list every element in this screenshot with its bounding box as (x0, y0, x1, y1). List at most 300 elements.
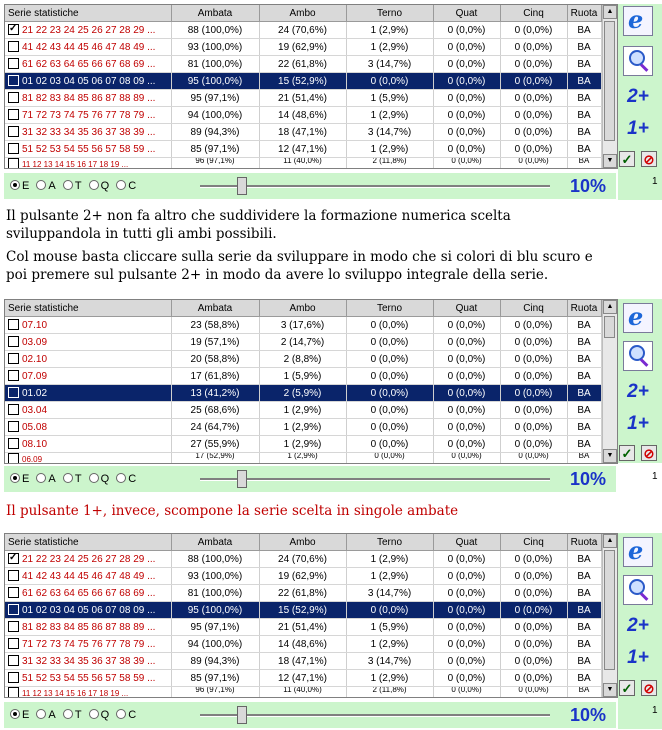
col-ruota[interactable]: Ruota (567, 5, 601, 22)
quat-cell: 0 (0,0%) (433, 619, 500, 636)
quat-cell: 0 (0,0%) (433, 56, 500, 73)
table-row[interactable] (5, 619, 601, 636)
col-cinq[interactable]: Cinq (500, 5, 567, 22)
count-label: 1 (652, 471, 658, 482)
row-checkbox[interactable] (8, 570, 19, 581)
row-checkbox[interactable] (8, 336, 19, 347)
row-checkbox[interactable] (8, 41, 19, 52)
radio-t[interactable]: T (63, 473, 82, 485)
browser-button[interactable] (618, 303, 658, 338)
radio-group (10, 473, 140, 485)
table-row[interactable] (5, 141, 601, 158)
cinq-cell: 0 (0,0%) (500, 419, 567, 436)
cinq-cell: 0 (0,0%) (500, 22, 567, 39)
col-ambo[interactable]: Ambo (259, 534, 346, 551)
ambo-cell: 15 (52,9%) (259, 602, 346, 619)
ambo-cell: 18 (47,1%) (259, 124, 346, 141)
stats-grid-1 (4, 4, 618, 169)
row-checkbox[interactable] (8, 92, 19, 103)
ambo-cell: 22 (61,8%) (259, 56, 346, 73)
cinq-cell: 0 (0,0%) (500, 73, 567, 90)
terno-cell: 1 (5,9%) (346, 90, 433, 107)
count-label: 1 (652, 176, 658, 187)
check-icon[interactable]: ✓ (619, 680, 635, 696)
serie-cell[interactable] (5, 670, 171, 687)
stats-grid-2 (4, 299, 618, 464)
ambata-cell: 81 (100,0%) (171, 585, 259, 602)
row-checkbox[interactable] (8, 24, 19, 35)
radio-c[interactable]: C (116, 473, 136, 485)
radio-q[interactable]: Q (89, 473, 110, 485)
ruota-cell: BA (567, 39, 601, 56)
ruota-cell: BA (567, 334, 601, 351)
internet-explorer-icon: e (623, 537, 653, 567)
terno-cell: 1 (2,9%) (346, 141, 433, 158)
header-row (5, 5, 601, 22)
vertical-scrollbar[interactable] (602, 5, 617, 168)
scroll-down-icon[interactable]: ▼ (603, 449, 617, 463)
quat-cell: 0 (0,0%) (433, 653, 500, 670)
terno-cell: 0 (0,0%) (346, 73, 433, 90)
quat-cell: 0 (0,0%) (433, 551, 500, 568)
count-label: 1 (652, 705, 658, 716)
terno-cell: 0 (0,0%) (346, 453, 433, 465)
percent-label: 10% (570, 176, 607, 196)
terno-cell: 2 (11,8%) (346, 687, 433, 699)
ambata-cell: 25 (68,6%) (171, 402, 259, 419)
serie-text: 01 02 03 04 05 06 07 08 09 ... (22, 76, 156, 87)
ambata-cell: 19 (57,1%) (171, 334, 259, 351)
cinq-cell: 0 (0,0%) (500, 402, 567, 419)
table-row[interactable] (5, 90, 601, 107)
col-quat[interactable]: Quat (433, 300, 500, 317)
serie-text: 07.10 (22, 320, 48, 331)
table-row[interactable] (5, 22, 601, 39)
ambata-cell: 95 (97,1%) (171, 90, 259, 107)
cancel-icon[interactable]: ⊘ (641, 445, 657, 461)
panel-3 (0, 533, 662, 729)
table-row[interactable] (5, 317, 601, 334)
terno-cell: 0 (0,0%) (346, 402, 433, 419)
serie-text: 03.04 (22, 405, 48, 416)
terno-cell: 1 (2,9%) (346, 107, 433, 124)
serie-text: 61 62 63 64 65 66 67 68 69 ... (22, 59, 156, 70)
terno-cell: 0 (0,0%) (346, 368, 433, 385)
row-checkbox[interactable] (8, 353, 19, 364)
serie-cell[interactable] (5, 419, 171, 436)
ambo-cell: 11 (40,0%) (259, 687, 346, 699)
serie-cell[interactable] (5, 385, 171, 402)
header-row (5, 300, 601, 317)
slider-track[interactable] (200, 478, 550, 481)
table-row[interactable] (5, 402, 601, 419)
row-checkbox[interactable] (8, 158, 19, 169)
table-row[interactable] (5, 39, 601, 56)
slider-track[interactable] (200, 185, 550, 188)
ambata-cell: 17 (52,9%) (171, 453, 259, 465)
options-bar-1 (4, 173, 616, 199)
scroll-down-icon[interactable]: ▼ (603, 154, 617, 168)
serie-cell[interactable] (5, 158, 171, 170)
radio-a[interactable]: A (36, 473, 55, 485)
internet-explorer-icon: e (623, 303, 653, 333)
row-checkbox[interactable] (8, 655, 19, 666)
serie-cell[interactable] (5, 453, 171, 465)
ambo-cell: 14 (48,6%) (259, 636, 346, 653)
terno-cell: 3 (14,7%) (346, 124, 433, 141)
serie-text: 11 12 13 14 15 16 17 18 19 ... (22, 160, 129, 169)
serie-cell[interactable] (5, 351, 171, 368)
scroll-thumb[interactable] (604, 21, 615, 141)
percent-label: 10% (570, 469, 607, 489)
cinq-cell: 0 (0,0%) (500, 141, 567, 158)
radio-t[interactable]: T (63, 709, 82, 721)
table-row[interactable] (5, 670, 601, 687)
ambata-cell: 96 (97,1%) (171, 158, 259, 170)
ruota-cell: BA (567, 653, 601, 670)
table-row[interactable] (5, 385, 601, 402)
cinq-cell: 0 (0,0%) (500, 90, 567, 107)
col-ambo[interactable]: Ambo (259, 300, 346, 317)
col-ambata[interactable]: Ambata (171, 534, 259, 551)
serie-cell[interactable] (5, 141, 171, 158)
row-checkbox[interactable] (8, 672, 19, 683)
scroll-thumb[interactable] (604, 550, 615, 670)
ruota-cell: BA (567, 453, 601, 465)
table-row[interactable] (5, 419, 601, 436)
table-row[interactable] (5, 653, 601, 670)
ambata-cell: 93 (100,0%) (171, 39, 259, 56)
terno-cell: 0 (0,0%) (346, 419, 433, 436)
ambata-cell: 95 (100,0%) (171, 73, 259, 90)
row-checkbox[interactable] (8, 404, 19, 415)
serie-text: 31 32 33 34 35 36 37 38 39 ... (22, 656, 156, 667)
plus1-button[interactable]: 1+ (627, 647, 649, 668)
quat-cell: 0 (0,0%) (433, 368, 500, 385)
radio-c[interactable]: C (116, 180, 136, 192)
ruota-cell: BA (567, 90, 601, 107)
serie-cell[interactable] (5, 56, 171, 73)
ambata-cell: 24 (64,7%) (171, 419, 259, 436)
plus1-button[interactable]: 1+ (627, 118, 649, 139)
col-cinq[interactable]: Cinq (500, 300, 567, 317)
ruota-cell: BA (567, 56, 601, 73)
cinq-cell: 0 (0,0%) (500, 653, 567, 670)
serie-cell[interactable] (5, 90, 171, 107)
serie-text: 81 82 83 84 85 86 87 88 89 ... (22, 93, 156, 104)
check-icon[interactable]: ✓ (619, 445, 635, 461)
serie-text: 21 22 23 24 25 26 27 28 29 ... (22, 25, 156, 36)
row-checkbox[interactable] (8, 553, 19, 564)
ambata-cell: 85 (97,1%) (171, 141, 259, 158)
ruota-cell: BA (567, 124, 601, 141)
ambo-cell: 18 (47,1%) (259, 653, 346, 670)
cinq-cell: 0 (0,0%) (500, 436, 567, 453)
col-ambo[interactable]: Ambo (259, 5, 346, 22)
serie-cell[interactable] (5, 39, 171, 56)
cinq-cell: 0 (0,0%) (500, 351, 567, 368)
row-checkbox[interactable] (8, 421, 19, 432)
row-checkbox[interactable] (8, 319, 19, 330)
serie-cell[interactable] (5, 436, 171, 453)
ambo-cell: 19 (62,9%) (259, 39, 346, 56)
radio-a[interactable]: A (36, 709, 55, 721)
terno-cell: 3 (14,7%) (346, 653, 433, 670)
row-checkbox[interactable] (8, 109, 19, 120)
serie-text: 11 12 13 14 15 16 17 18 19 ... (22, 689, 129, 698)
terno-cell: 1 (2,9%) (346, 39, 433, 56)
vertical-scrollbar[interactable] (602, 300, 617, 463)
quat-cell: 0 (0,0%) (433, 402, 500, 419)
terno-cell: 0 (0,0%) (346, 602, 433, 619)
cinq-cell: 0 (0,0%) (500, 636, 567, 653)
radio-c[interactable]: C (116, 709, 136, 721)
row-checkbox[interactable] (8, 75, 19, 86)
quat-cell: 0 (0,0%) (433, 39, 500, 56)
slider-thumb[interactable] (237, 706, 247, 724)
ambo-cell: 1 (2,9%) (259, 453, 346, 465)
serie-text: 81 82 83 84 85 86 87 88 89 ... (22, 622, 156, 633)
ambo-cell: 1 (2,9%) (259, 436, 346, 453)
description-2-line-1: Col mouse basta cliccare sulla serie da sviluppare in modo che si colori di blu scuro e (6, 249, 593, 265)
serie-text: 41 42 43 44 45 46 47 48 49 ... (22, 42, 156, 53)
table-row[interactable] (5, 107, 601, 124)
ambata-cell: 96 (97,1%) (171, 687, 259, 699)
row-checkbox[interactable] (8, 438, 19, 449)
serie-text: 05.08 (22, 422, 48, 433)
slider-thumb[interactable] (237, 177, 247, 195)
col-terno[interactable]: Terno (346, 5, 433, 22)
ambo-cell: 1 (5,9%) (259, 368, 346, 385)
serie-cell[interactable] (5, 653, 171, 670)
ambata-cell: 23 (58,8%) (171, 317, 259, 334)
search-button[interactable] (618, 46, 658, 81)
header-row (5, 534, 601, 551)
quat-cell: 0 (0,0%) (433, 317, 500, 334)
ambata-cell: 17 (61,8%) (171, 368, 259, 385)
serie-cell[interactable] (5, 602, 171, 619)
row-checkbox[interactable] (8, 687, 19, 698)
table-row[interactable] (5, 551, 601, 568)
table-row[interactable] (5, 636, 601, 653)
serie-text: 01.02 (22, 388, 48, 399)
col-ambata[interactable]: Ambata (171, 300, 259, 317)
serie-text: 51 52 53 54 55 56 57 58 59 ... (22, 673, 156, 684)
quat-cell: 0 (0,0%) (433, 334, 500, 351)
ambata-cell: 85 (97,1%) (171, 670, 259, 687)
serie-cell[interactable] (5, 107, 171, 124)
ambo-cell: 2 (5,9%) (259, 385, 346, 402)
quat-cell: 0 (0,0%) (433, 124, 500, 141)
quat-cell: 0 (0,0%) (433, 670, 500, 687)
ambo-cell: 15 (52,9%) (259, 73, 346, 90)
search-button[interactable] (618, 575, 658, 610)
scroll-down-icon[interactable]: ▼ (603, 683, 617, 697)
table-row[interactable] (5, 436, 601, 453)
ambata-cell: 95 (97,1%) (171, 619, 259, 636)
plus2-button[interactable]: 2+ (627, 86, 649, 107)
slider-thumb[interactable] (237, 470, 247, 488)
ambo-cell: 24 (70,6%) (259, 551, 346, 568)
description-1-line-1: Il pulsante 2+ non fa altro che suddividere la formazione numerica scelta (6, 208, 511, 224)
ruota-cell: BA (567, 436, 601, 453)
ambo-cell: 3 (17,6%) (259, 317, 346, 334)
radio-a[interactable]: A (36, 180, 55, 192)
quat-cell: 0 (0,0%) (433, 602, 500, 619)
radio-e[interactable]: E (10, 180, 29, 192)
panel-2 (0, 299, 662, 493)
plus1-button[interactable]: 1+ (627, 413, 649, 434)
col-ruota[interactable]: Ruota (567, 534, 601, 551)
serie-cell[interactable] (5, 568, 171, 585)
scroll-up-icon[interactable]: ▲ (603, 5, 617, 19)
col-quat[interactable]: Quat (433, 534, 500, 551)
row-checkbox[interactable] (8, 604, 19, 615)
terno-cell: 0 (0,0%) (346, 317, 433, 334)
radio-q[interactable]: Q (89, 180, 110, 192)
serie-text: 06.09 (22, 455, 43, 464)
radio-q[interactable]: Q (89, 709, 110, 721)
serie-text: 51 52 53 54 55 56 57 58 59 ... (22, 144, 156, 155)
terno-cell: 0 (0,0%) (346, 334, 433, 351)
check-icon[interactable]: ✓ (619, 151, 635, 167)
table-row[interactable] (5, 602, 601, 619)
plus2-button[interactable]: 2+ (627, 615, 649, 636)
terno-cell: 0 (0,0%) (346, 385, 433, 402)
terno-cell: 3 (14,7%) (346, 585, 433, 602)
serie-cell[interactable] (5, 73, 171, 90)
serie-cell[interactable] (5, 124, 171, 141)
serie-cell[interactable] (5, 619, 171, 636)
ambata-cell: 88 (100,0%) (171, 22, 259, 39)
row-checkbox[interactable] (8, 621, 19, 632)
table-row[interactable] (5, 158, 601, 170)
ambata-cell: 13 (41,2%) (171, 385, 259, 402)
serie-cell[interactable] (5, 317, 171, 334)
serie-cell[interactable] (5, 551, 171, 568)
ambo-cell: 19 (62,9%) (259, 568, 346, 585)
scroll-up-icon[interactable]: ▲ (603, 534, 617, 548)
table-row[interactable] (5, 687, 601, 699)
radio-t[interactable]: T (63, 180, 82, 192)
ruota-cell: BA (567, 619, 601, 636)
row-checkbox[interactable] (8, 638, 19, 649)
radio-e[interactable]: E (10, 709, 29, 721)
serie-text: 01 02 03 04 05 06 07 08 09 ... (22, 605, 156, 616)
radio-e[interactable]: E (10, 473, 29, 485)
rows-3 (5, 551, 601, 699)
ambo-cell: 2 (14,7%) (259, 334, 346, 351)
ambo-cell: 12 (47,1%) (259, 670, 346, 687)
table-row[interactable] (5, 368, 601, 385)
plus2-button[interactable]: 2+ (627, 381, 649, 402)
row-checkbox[interactable] (8, 143, 19, 154)
cancel-icon[interactable]: ⊘ (641, 151, 657, 167)
terno-cell: 1 (2,9%) (346, 636, 433, 653)
col-terno[interactable]: Terno (346, 300, 433, 317)
ruota-cell: BA (567, 107, 601, 124)
row-checkbox[interactable] (8, 453, 19, 464)
row-checkbox[interactable] (8, 370, 19, 381)
table-row[interactable] (5, 453, 601, 465)
browser-button[interactable] (618, 537, 658, 572)
col-ambata[interactable]: Ambata (171, 5, 259, 22)
scroll-up-icon[interactable]: ▲ (603, 300, 617, 314)
cinq-cell: 0 (0,0%) (500, 56, 567, 73)
col-cinq[interactable]: Cinq (500, 534, 567, 551)
serie-cell[interactable] (5, 334, 171, 351)
cinq-cell: 0 (0,0%) (500, 124, 567, 141)
col-quat[interactable]: Quat (433, 5, 500, 22)
quat-cell: 0 (0,0%) (433, 158, 500, 170)
table-row[interactable] (5, 334, 601, 351)
scroll-thumb[interactable] (604, 316, 615, 338)
ambata-cell: 88 (100,0%) (171, 551, 259, 568)
magnifier-icon (623, 46, 653, 76)
vertical-scrollbar[interactable] (602, 534, 617, 697)
cinq-cell: 0 (0,0%) (500, 368, 567, 385)
cinq-cell: 0 (0,0%) (500, 385, 567, 402)
ambata-cell: 94 (100,0%) (171, 636, 259, 653)
ambo-cell: 22 (61,8%) (259, 585, 346, 602)
ambo-cell: 11 (40,0%) (259, 158, 346, 170)
table-row[interactable] (5, 568, 601, 585)
ruota-cell: BA (567, 351, 601, 368)
search-button[interactable] (618, 341, 658, 376)
quat-cell: 0 (0,0%) (433, 351, 500, 368)
row-checkbox[interactable] (8, 587, 19, 598)
cinq-cell: 0 (0,0%) (500, 619, 567, 636)
serie-cell[interactable] (5, 368, 171, 385)
serie-cell[interactable] (5, 687, 171, 699)
quat-cell: 0 (0,0%) (433, 453, 500, 465)
cinq-cell: 0 (0,0%) (500, 602, 567, 619)
ambata-cell: 27 (55,9%) (171, 436, 259, 453)
col-terno[interactable]: Terno (346, 534, 433, 551)
serie-text: 71 72 73 74 75 76 77 78 79 ... (22, 639, 156, 650)
ruota-cell: BA (567, 385, 601, 402)
cancel-icon[interactable]: ⊘ (641, 680, 657, 696)
table-row[interactable] (5, 585, 601, 602)
terno-cell: 1 (2,9%) (346, 551, 433, 568)
serie-text: 61 62 63 64 65 66 67 68 69 ... (22, 588, 156, 599)
col-ruota[interactable]: Ruota (567, 300, 601, 317)
col-serie[interactable]: Serie statistiche (5, 5, 171, 22)
description-1-line-2: sviluppandola in tutti gli ambi possibili. (6, 226, 277, 242)
ambata-cell: 81 (100,0%) (171, 56, 259, 73)
table-row[interactable] (5, 351, 601, 368)
table-row[interactable] (5, 73, 601, 90)
table-row[interactable] (5, 124, 601, 141)
quat-cell: 0 (0,0%) (433, 22, 500, 39)
serie-cell[interactable] (5, 585, 171, 602)
table-row[interactable] (5, 56, 601, 73)
rows-1 (5, 22, 601, 170)
serie-text: 02.10 (22, 354, 48, 365)
col-serie[interactable]: Serie statistiche (5, 534, 171, 551)
quat-cell: 0 (0,0%) (433, 90, 500, 107)
serie-cell[interactable] (5, 636, 171, 653)
row-checkbox[interactable] (8, 58, 19, 69)
serie-cell[interactable] (5, 22, 171, 39)
slider-track[interactable] (200, 714, 550, 717)
serie-cell[interactable] (5, 402, 171, 419)
row-checkbox[interactable] (8, 126, 19, 137)
row-checkbox[interactable] (8, 387, 19, 398)
browser-button[interactable] (618, 6, 658, 41)
col-serie[interactable]: Serie statistiche (5, 300, 171, 317)
cinq-cell: 0 (0,0%) (500, 334, 567, 351)
